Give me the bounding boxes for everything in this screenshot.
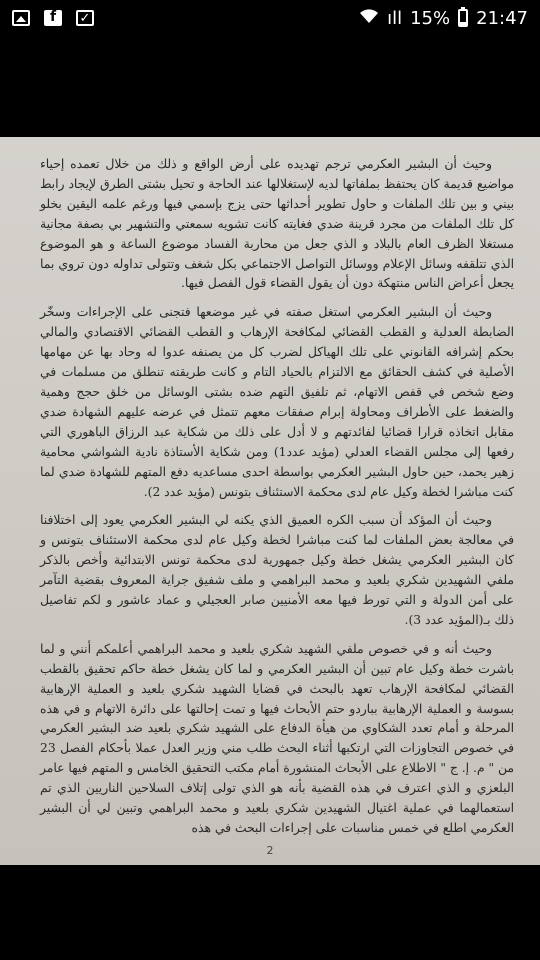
checkbox-icon: ✓ <box>76 10 94 26</box>
facebook-icon: f <box>44 10 62 26</box>
system-icons <box>359 8 528 29</box>
wifi-icon <box>359 8 379 29</box>
paragraph-1: وحيث أن البشير العكرمي ترجم تهديده على أرض الواقع و ذلك من خلال تعمده إحياء مواضيع قديمة كان يحتفظ بملفاتها لديه لإستغلالها عند الحاجة و تحيل بشتى الطرق لإيجاد رابط بيني و بين تلك الملفات و حاول تطوير أحداثها حتى يزج بإسمي فيها ورغم علمه اليقين بخلو كل تلك الملفات من مجرد قرينة ضدي فغايته كانت تشويه سمعتي والتشهير بي بصفة مجانية مستغلا الظرف العام بالبلاد و الذي جعل من محاربة الفساد موضوع الساعة و هو الموضوع الذي تتلقفه وسائل الإعلام ووسائل التواصل الاجتماعي بكل شغف وتتولى تداوله دون تروي بما يجعل أعراض الناس منتهكة دون أن يقول القضاء قول الفصل فيها. <box>40 157 514 291</box>
paragraph-2: وحيث أن البشير العكرمي استغل صفته في غير موضعها فتجنى على الإجراءات وسخّر الضابطة العدلية و القطب القضائي لمكافحة الإرهاب و القطب القضائي الاقتصادي والمالي بحكم إشرافه القانوني على تلك الهياكل لضرب كل من يصنفه عدوا له وحاد بها عن مهامها الأصلية في كشف الحقائق مع الالتزام بالحياد التام و كانت طريقته تنطلق من مسلمات في وضع شخص في قفص الاتهام، ثم تلفيق التهم ضده بشتى الوسائل من خلق حجج وهمية والضغط على الأطراف ومحاولة إبرام صفقات معهم تتمثل في عرضه عليهم الشهادة ضدي مقابل اتخاذه قرارا قضائيا لفائدتهم و لا أدل على ذلك من شكاية عبد الرزاق الباهوري التي رفعها إلى مجلس القضاء العدلي (مؤيد عدد1) ومن شكاية الأستاذة نادية الشواشي محامية زهير يحمد، حين حاول البشير العكرمي بواسطة احدى مساعديه دفع المتهم للشهادة ضدي لما كنت مباشرا لخطة وكيل عام لدى محكمة الاستئناف بتونس (مؤيد عدد 2). <box>40 305 514 499</box>
notification-icons <box>12 10 94 26</box>
viewer-background <box>0 865 540 960</box>
battery-icon <box>458 9 468 27</box>
battery-percent: 15% <box>410 7 451 29</box>
paragraph-4: وحيث أنه و في خصوص ملفي الشهيد شكري بلعيد و محمد البراهمي أعلمكم أنني و لما باشرت خطة وكيل عام تبين أن البشير العكرمي و لما كان يشغل خطة حاكم تحقيق بالقطب القضائي لمكافحة الإرهاب تعهد بالبحث في قضايا الشهيد شكري بلعيد و العملية الإرهابية بسوسة و العملية الإرهابية بباردو حتم الأبحاث فيها و تمت إحالتها على دائرة الاتهام و في هذه المرحلة و أمام تعدد الشكاوي من هيأة الدفاع على الشهيد شكري بلعيد ضد البشير العكرمي في خصوص التجاوزات التي ارتكبها أثناء البحث طلب مني وزير العدل عملا بأحكام الفصل 23 من " م. إ. ج " الاطلاع على الأبحاث المنشورة أمام مكتب التحقيق الخامس و المتهم فيها عامر البلعزي و الذي اعترف في هذه القضية بأنه هو الذي تولى إتلاف السلاحين الناريين الذي تم استعمالهما في عملية اغتيال الشهيدين شكري بلعيد و محمد البراهمي وتبين لي أن البشير العكرمي اطلع في خمس مناسبات على إجراءات البحث في هذه <box>40 641 514 835</box>
paragraph-3: وحيث أن المؤكد أن سبب الكره العميق الذي يكنه لي البشير العكرمي يعود إلى اختلافنا في معالجة بعض الملفات لما كنت مباشرا لخطة وكيل عام لدى محكمة الاستئناف بتونس و كان البشير العكرمي يشغل خطة وكيل جمهورية لدى محكمة تونس الابتدائية وأخص بالذكر ملفي الشهيدين شكري بلعيد و محمد البراهمي و ملف شفيق جراية المعروف بقضية التآمر على أمن الدولة و التي تورط فيها معه الأمنيين صابر العجيلي و عماد عاشور و لكم تفاصيل ذلك بـ(المؤيد عدد 3). <box>40 513 514 627</box>
clock: 21:47 <box>476 7 528 29</box>
document-photo[interactable] <box>0 137 540 865</box>
page-number: 2 <box>266 844 274 857</box>
signal-icon: ıll <box>387 7 403 29</box>
gallery-icon <box>12 10 30 26</box>
document-body <box>0 137 540 839</box>
status-bar <box>0 0 540 36</box>
